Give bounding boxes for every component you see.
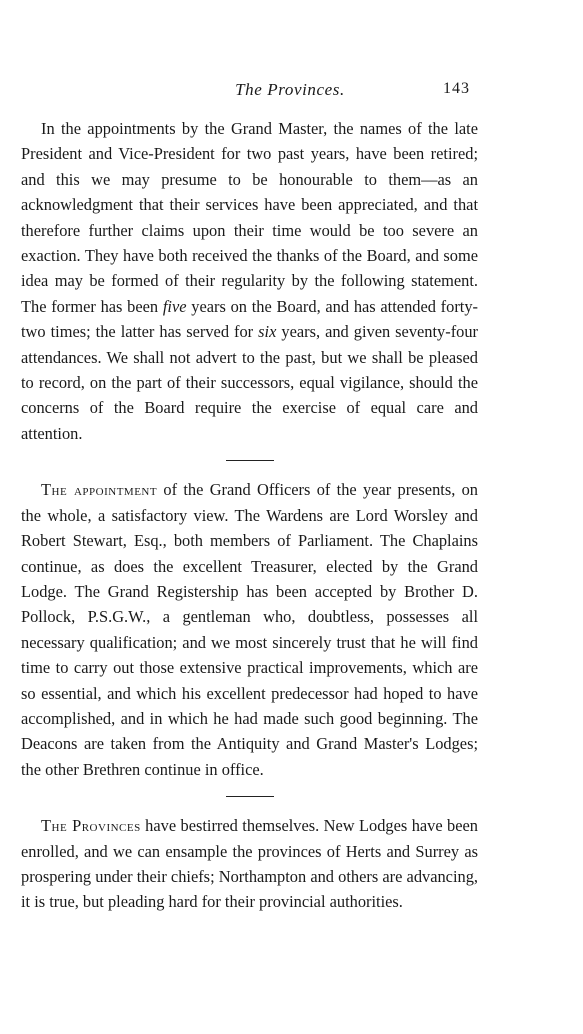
page-number: 143 [443, 80, 470, 97]
body-text [21, 116, 478, 915]
paragraph-officers-retired [21, 116, 478, 446]
paragraph-text: years, and given seventy-four attendances. We shall not advert to the past, but we shall be pleased to record, on the part of their successors, equal vigilance, should the concerns of the Board require the exercise of equal care and attention. [21, 322, 479, 443]
paragraph-text: In the appointments by the Grand Master, the names of the late President and Vice-President for two past years, have been retired; and this we may presume to be honourable to them—as an acknowledgment that their services have been appreciated, and that therefore further claims upon their time would be too severe an exaction. They have both received the thanks of the Board, and some idea may be formed of their regularity by the following statement. The former has been [21, 119, 478, 316]
emphasis-five: five [162, 296, 187, 316]
section-divider [226, 796, 274, 797]
paragraph-provinces [21, 813, 478, 915]
smallcaps-lead: The Provinces [41, 816, 141, 836]
smallcaps-lead: The appointment [41, 480, 158, 500]
running-title: The Provinces. [235, 80, 345, 99]
section-divider [226, 460, 274, 461]
running-head [0, 80, 583, 104]
paragraph-grand-officers [21, 477, 478, 782]
emphasis-six: six [258, 322, 277, 342]
paragraph-text: of the Grand Officers of the year presents, on the whole, a satisfactory view. The Wardens are Lord Worsley and Robert Stewart, Esq., both members of Parliament. The Chaplains continue, as does the excellent Treasurer, elected by the Grand Lodge. The Grand Registership has been accepted by Brother D. Pollock, P.S.G.W., a gentleman who, doubtless, possesses all necessary qualification; and we most sincerely trust that he will find time to carry out those extensive practical improvements, which are so essential, and which his excellent predecessor had hoped to have accomplished, and in which he had made such good beginning. The Deacons are taken from the Antiquity and Grand Master's Lodges; the other Brethren continue in office. [21, 480, 479, 779]
paragraph-text: have bestirred themselves. New Lodges have been enrolled, and we can ensample the provinces of Herts and Surrey as prospering under their chiefs; Northampton and others are advancing, it is true, but pleading hard for their provincial authorities. [21, 816, 478, 912]
paragraph-text: years on the Board, and has attended forty-two times; the latter has served for [21, 296, 478, 342]
